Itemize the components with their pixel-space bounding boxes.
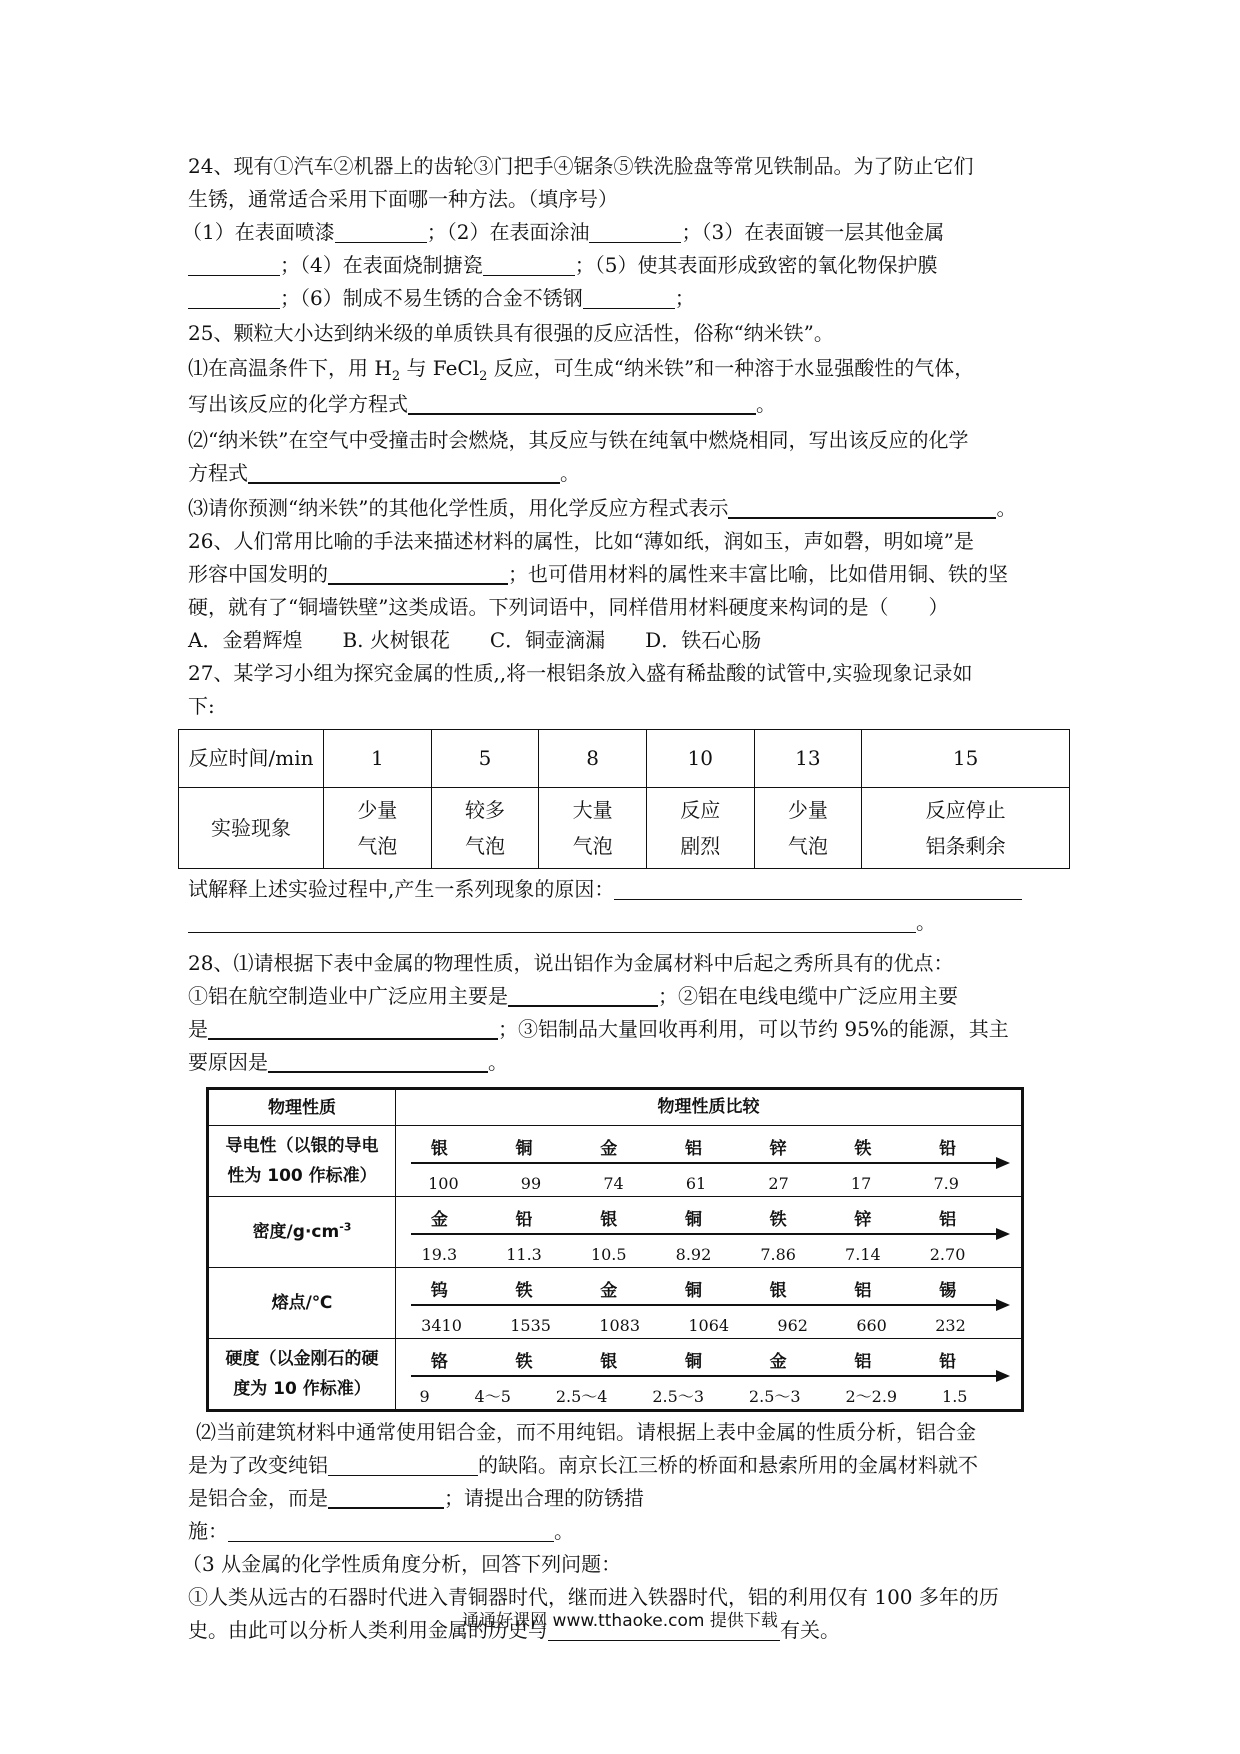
q25-line1: 25、颗粒大小达到纳米级的单质铁具有很强的反应活性，俗称“纳米铁”。 (188, 321, 834, 345)
q28-line1: 28、⑴请根据下表中金属的物理性质，说出铝作为金属材料中后起之秀所具有的优点： (188, 951, 954, 975)
property-row-melting-point (208, 1268, 1023, 1339)
q28-blank-1[interactable] (508, 983, 658, 1007)
q24-blank-4[interactable] (483, 253, 575, 276)
q28-part2-line3: 是铝合金，而是 ；请提出合理的防锈措 (188, 1486, 644, 1510)
observation-cell: 少量 气泡 (324, 788, 432, 869)
observation-phenomenon-label: 实验现象 (179, 788, 324, 869)
q25-blank-equation-2[interactable] (248, 460, 560, 484)
q25-line4: ⑵“纳米铁”在空气中受撞击时会燃烧，其反应与铁在纯氧中燃烧相同，写出该反应的化学 (188, 428, 969, 452)
arrow-icon (411, 1304, 1006, 1306)
page-footer: 通通好课网 www.tthaoke.com 提供下载 (462, 1611, 778, 1631)
q27-line2: 下: (188, 694, 215, 718)
q27-explain: 试解释上述实验过程中,产生一系列现象的原因： (188, 873, 1058, 906)
arrow-icon (411, 1162, 1006, 1164)
arrow-icon (411, 1233, 1006, 1235)
q28-blank-2[interactable] (208, 1016, 498, 1040)
comparison-scale: 银 铜 金 铝 锌 铁 铅 100 99 74 61 27 17 7.9 (397, 1129, 1020, 1193)
q27-blank-1[interactable] (614, 877, 1022, 900)
header-property: 物理性质 (208, 1089, 396, 1126)
arrow-icon (411, 1375, 1006, 1377)
property-row-density (208, 1197, 1023, 1268)
q24-blank-6[interactable] (583, 286, 675, 309)
q28-part3-line2: ①人类从远古的石器时代进入青铜器时代，继而进入铁器时代，铝的利用仅有 100 多年的历 (188, 1585, 999, 1609)
comparison-scale: 钨 铁 金 铜 银 铝 锡 3410 1535 1083 1064 962 660 232 (397, 1271, 1020, 1335)
physical-properties-header (208, 1089, 1023, 1126)
q27-line1: 27、某学习小组为探究金属的性质,,将一根铝条放入盛有稀盐酸的试管中,实验现象记录如 (188, 661, 973, 685)
q28-part2-line4: 施： 。 (188, 1519, 574, 1543)
comparison-scale: 金 铅 银 铜 铁 锌 铝 19.3 11.3 10.5 8.92 7.86 7.14 2.70 (397, 1200, 1020, 1264)
q25-blank-equation-3[interactable] (728, 495, 996, 519)
q28-line3: 是 ；③铝制品大量回收再利用，可以节约 95%的能源，其主 (188, 1017, 1009, 1041)
observation-cell: 较多 气泡 (431, 788, 539, 869)
q24-blank-3[interactable] (188, 253, 280, 276)
q28-blank-4[interactable] (328, 1453, 478, 1476)
observation-cell: 少量 气泡 (754, 788, 862, 869)
q26-options[interactable]: A．金碧辉煌 B. 火树银花 C．铜壶滴漏 D．铁石心肠 (188, 628, 762, 652)
observation-time-cell: 8 (539, 730, 647, 788)
observation-time-cell: 5 (431, 730, 539, 788)
observation-cell: 反应停止 铝条剩余 (862, 788, 1070, 869)
q24-blank-2[interactable] (589, 220, 681, 243)
q24-line1: 24、现有①汽车②机器上的齿轮③门把手④锯条⑤铁洗脸盘等常见铁制品。为了防止它们 (188, 154, 974, 178)
q26-line2: 形容中国发明的 ；也可借用材料的属性来丰富比喻，比如借用铜、铁的坚 (188, 562, 1008, 586)
q24-line5: ；（6）制成不易生锈的合金不锈钢 ； (188, 282, 1058, 315)
observation-row-time (179, 730, 1070, 788)
observation-time-cell: 10 (646, 730, 754, 788)
q24-line3: （1）在表面喷漆 ；（2）在表面涂油 ；（3）在表面镀一层其他金属 (182, 220, 945, 244)
q24-blank-1[interactable] (335, 220, 427, 243)
observation-row-phenomenon (179, 788, 1070, 869)
property-label: 硬度（以金刚石的硬 度为 10 作标准） (208, 1339, 396, 1411)
comparison-scale: 铬 铁 银 铜 金 铝 铅 9 4～5 2.5～4 2.5～3 2.5～3 2～2.9 1.5 (397, 1342, 1020, 1406)
q28-part3-line1: （3 从金属的化学性质角度分析，回答下列问题： (182, 1552, 622, 1576)
q24-line2: 生锈，通常适合采用下面哪一种方法。（填序号） (188, 187, 618, 211)
q25-line6: ⑶请你预测“纳米铁”的其他化学性质，用化学反应方程式表示 。 (188, 496, 1017, 520)
q25-line5: 方程式 。 (188, 461, 580, 485)
q24-blank-5[interactable] (188, 286, 280, 309)
q27-explain-cont: 。 (188, 906, 1058, 939)
q25-blank-equation-1[interactable] (408, 391, 756, 415)
observation-cell: 反应 剧烈 (646, 788, 754, 869)
q26-line3: 硬，就有了“铜墙铁壁”这类成语。下列词语中，同样借用材料硬度来构词的是（ ） (188, 595, 949, 619)
q28-line2: ①铝在航空制造业中广泛应用主要是 ；②铝在电线电缆中广泛应用主要 (188, 984, 958, 1008)
observation-cell: 大量 气泡 (539, 788, 647, 869)
q24-line4: ；（4）在表面烧制搪瓷 ；（5）使其表面形成致密的氧化物保护膜 (188, 249, 1058, 282)
q27-blank-2[interactable] (188, 910, 916, 933)
q28-part2-line2: 是为了改变纯铝 的缺陷。南京长江三桥的桥面和悬索所用的金属材料就不 (188, 1453, 978, 1477)
q25-line2: ⑴在高温条件下，用 $H_2$ 与 FeCl$_2$ 反应，可生成“纳米铁”和一种溶于水显强酸性的气体， (188, 356, 975, 384)
observation-time-cell: 1 (324, 730, 432, 788)
q28-part2-line1: ⑵当前建筑材料中通常使用铝合金，而不用纯铝。请根据上表中金属的性质分析，铝合金 (196, 1420, 976, 1444)
q28-blank-3[interactable] (268, 1049, 488, 1073)
observation-table (178, 729, 1070, 869)
property-label: 熔点/℃ (208, 1268, 396, 1339)
q28-line4: 要原因是 。 (188, 1050, 508, 1074)
property-row-conductivity (208, 1126, 1023, 1197)
worksheet-page (182, 150, 1058, 1647)
property-row-hardness (208, 1339, 1023, 1411)
physical-properties-table (206, 1087, 1024, 1412)
q28-part3-line3: 史。由此可以分析人类利用金属的历史与 有关。 (188, 1618, 840, 1642)
q26-line1: 26、人们常用比喻的手法来描述材料的属性，比如“薄如纸，润如玉，声如磬，明如境”是 (188, 529, 974, 553)
property-label: 密度$/g\cdot cm^{-3}$ (208, 1197, 396, 1268)
q26-blank[interactable] (328, 561, 508, 585)
q28-blank-6[interactable] (228, 1519, 554, 1542)
q25-line3: 写出该反应的化学方程式 。 (188, 392, 776, 416)
q28-blank-5[interactable] (328, 1485, 444, 1509)
observation-time-cell: 13 (754, 730, 862, 788)
observation-time-cell: 15 (862, 730, 1070, 788)
observation-time-label: 反应时间/min (179, 730, 324, 788)
header-comparison: 物理性质比较 (396, 1089, 1023, 1126)
property-label: 导电性（以银的导电 性为 100 作标准） (208, 1126, 396, 1197)
